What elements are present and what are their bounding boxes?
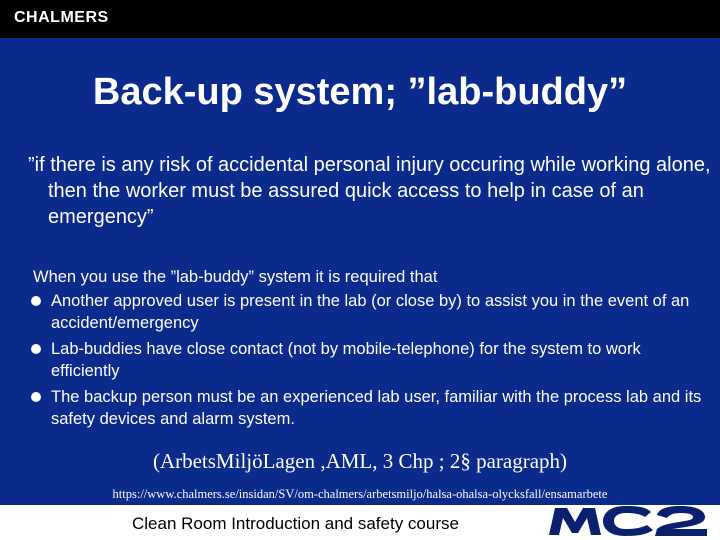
- slide-title: Back-up system; ”lab-buddy”: [92, 71, 628, 113]
- bullet-item: [30, 386, 710, 430]
- bullet-icon: [31, 392, 41, 402]
- mc2-logo-icon: [545, 502, 715, 538]
- course-title: Clean Room Introduction and safety course: [132, 514, 459, 533]
- bullet-icon: [31, 296, 41, 306]
- bullet-text: Another approved user is present in the lab (or close by) to assist you in the event of an accident/emergency: [51, 292, 690, 332]
- bullet-text: Lab-buddies have close contact (not by mobile-telephone) for the system to work efficiently: [51, 340, 641, 380]
- law-reference: (ArbetsMiljöLagen ,AML, 3 Chp ; 2§ paragraph): [152, 449, 568, 473]
- bullet-item: [30, 338, 710, 382]
- bullet-item: [30, 290, 710, 334]
- bullet-icon: [31, 344, 41, 354]
- intro-text: When you use the ”lab-buddy” system it is required that: [33, 268, 438, 286]
- quote-text: ”if there is any risk of accidental personal injury occuring while working alone, then the worker must be assured quick access to help in case of an emergency”: [28, 154, 711, 228]
- chalmers-logo: CHALMERS: [14, 9, 109, 26]
- reference-url: https://www.chalmers.se/insidan/SV/om-chalmers/arbetsmiljo/halsa-ohalsa-olycksfall/ensamarbete: [112, 487, 608, 501]
- top-bar: [0, 0, 720, 38]
- quote-block: [28, 152, 718, 230]
- bullet-list: [30, 290, 710, 434]
- bullet-text: The backup person must be an experienced lab user, familiar with the process lab and its safety devices and alarm system.: [51, 388, 702, 428]
